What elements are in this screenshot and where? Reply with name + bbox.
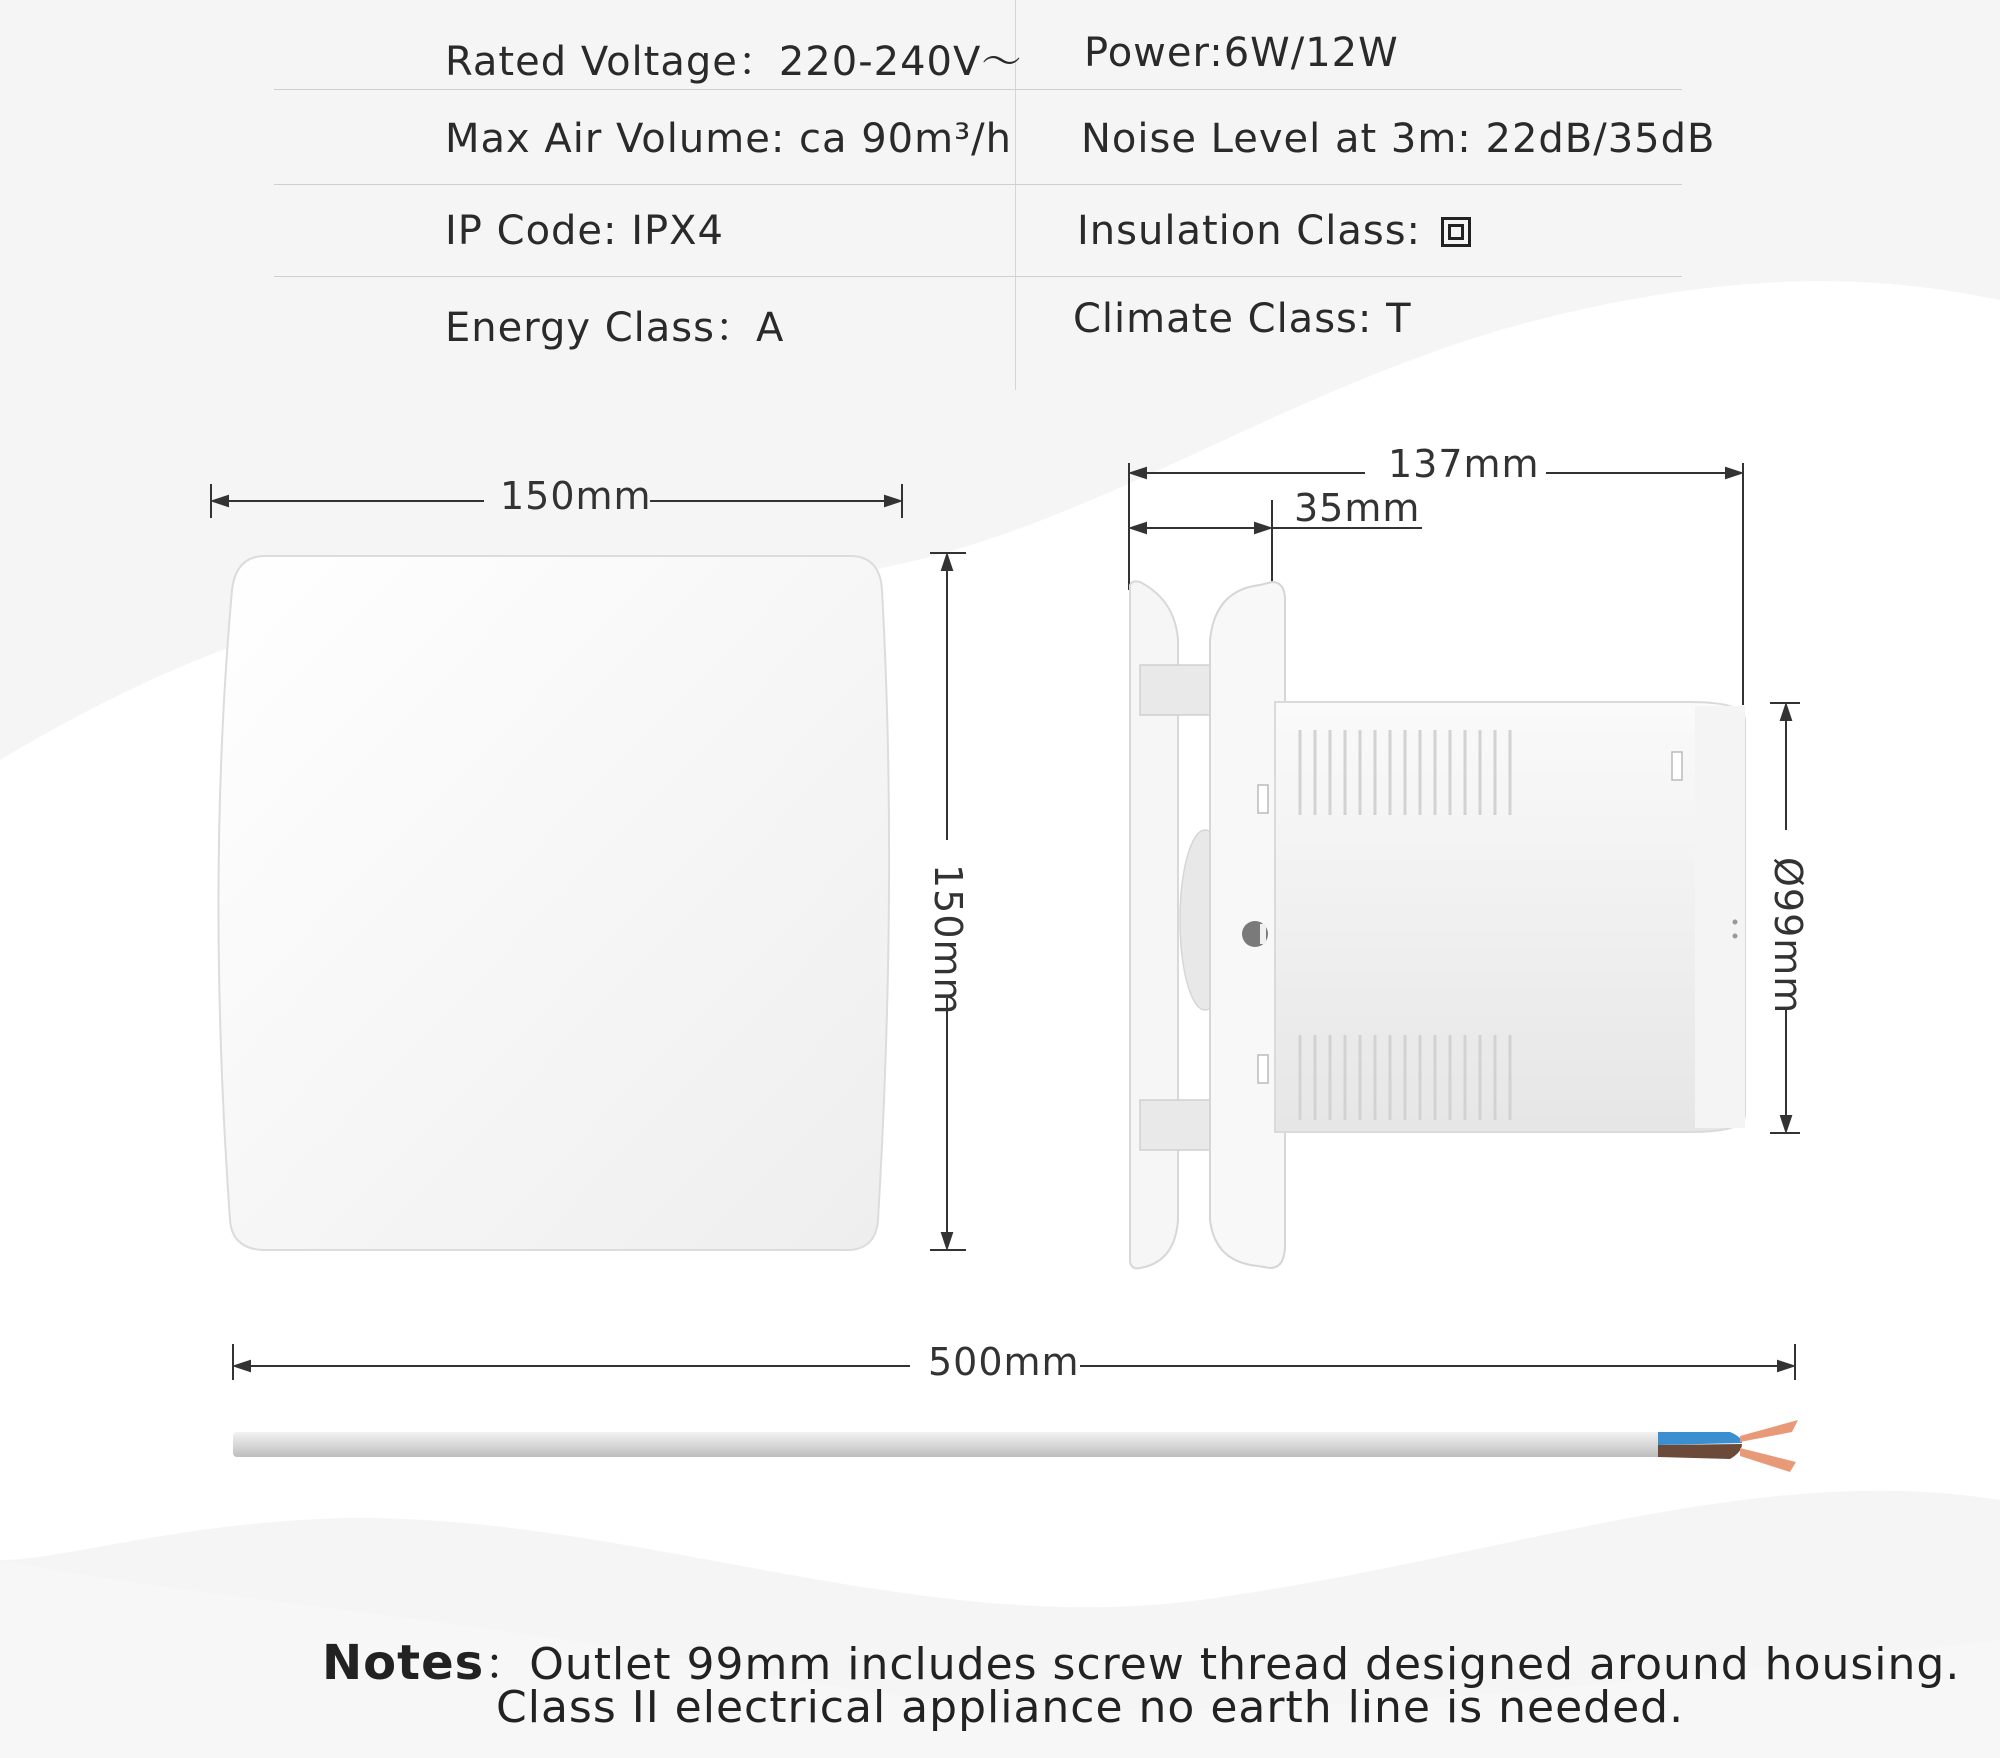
flange-depth-label: 35mm [1294,486,1421,530]
spec-rated-voltage: Rated Voltage：220-240V～ [445,39,1023,85]
spec-climate-class: Climate Class: T [1073,296,1412,342]
cable-length-label: 500mm [928,1340,1080,1384]
spec-insulation-label: Insulation Class: [1077,208,1422,254]
notes-label: Notes [322,1635,485,1691]
spec-power: Power:6W/12W [1084,30,1399,76]
spec-noise-level: Noise Level at 3m: 22dB/35dB [1081,116,1716,162]
front-width-label: 150mm [500,474,652,518]
notes-line-2: Class II electrical appliance no earth line is needed. [496,1682,1685,1733]
outlet-diameter-label: Ø99mm [1766,857,1810,1015]
spec-ip-code: IP Code: IPX4 [445,208,724,254]
front-height-label: 150mm [926,864,970,1016]
notes-text-1: ：Outlet 99mm includes screw thread designed around housing. [484,1639,1961,1690]
spec-energy-class: Energy Class：A [445,305,785,351]
side-depth-label: 137mm [1388,442,1540,486]
spec-max-air-volume: Max Air Volume: ca 90m³/h [445,116,1012,162]
